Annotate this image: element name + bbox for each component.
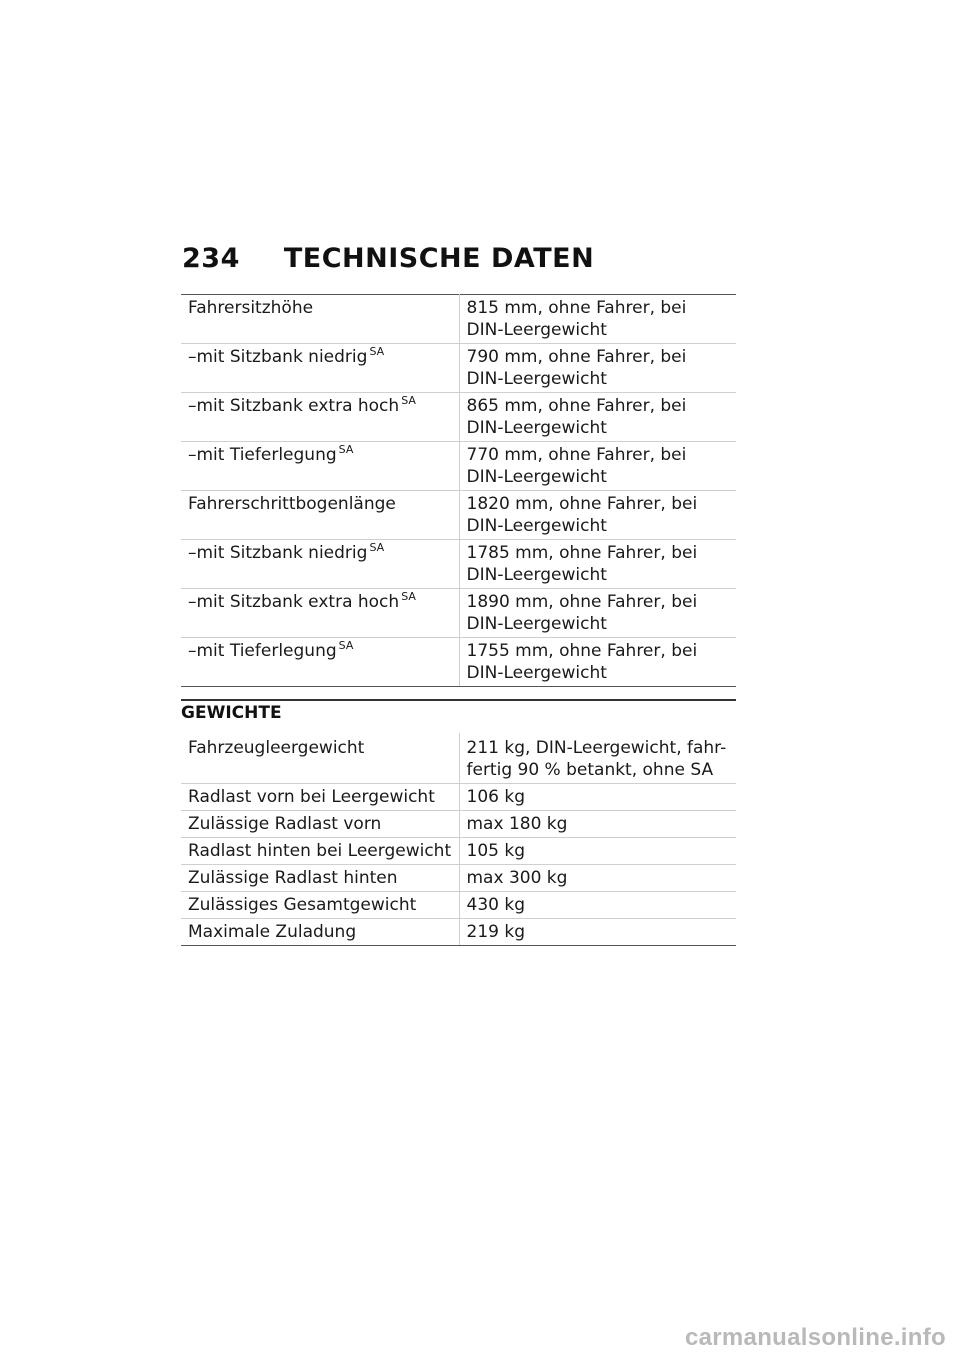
weight-label: Zulässiges Gesamtgewicht xyxy=(188,895,417,915)
spec-value-cell xyxy=(459,540,736,589)
table-row xyxy=(181,838,736,865)
weight-label: Radlast vorn bei Leergewicht xyxy=(188,787,435,807)
watermark: carmanualsonline.info xyxy=(684,1324,946,1351)
spec-value-cell xyxy=(459,638,736,687)
spec-value-continued: DIN-Leergewicht xyxy=(466,418,607,438)
spec-value-continued: DIN-Leergewicht xyxy=(466,614,607,634)
option-marker: SA xyxy=(338,443,354,456)
spec-value: 865 mm, ohne Fahrer, bei xyxy=(466,396,687,416)
spec-label-cell xyxy=(181,589,459,638)
spec-label: –mit Tieferlegung xyxy=(188,445,337,465)
option-marker: SA xyxy=(369,541,385,554)
spec-value: 1785 mm, ohne Fahrer, bei xyxy=(466,543,698,563)
table-row xyxy=(181,491,736,540)
weight-value-cell xyxy=(459,838,736,865)
spec-value: 1820 mm, ohne Fahrer, bei xyxy=(466,494,698,514)
table-row xyxy=(181,442,736,491)
spec-value: 790 mm, ohne Fahrer, bei xyxy=(466,347,687,367)
weight-label-cell xyxy=(181,919,459,946)
table-row xyxy=(181,589,736,638)
weights-table xyxy=(181,733,736,946)
table-row xyxy=(181,393,736,442)
spec-value: 815 mm, ohne Fahrer, bei xyxy=(466,298,687,318)
weight-value-cell xyxy=(459,811,736,838)
spec-value-continued: DIN-Leergewicht xyxy=(466,369,607,389)
spec-label-cell xyxy=(181,344,459,393)
spec-value: 770 mm, ohne Fahrer, bei xyxy=(466,445,687,465)
weight-value: 106 kg xyxy=(466,787,525,807)
spec-value: 1755 mm, ohne Fahrer, bei xyxy=(466,641,698,661)
weight-value-cell xyxy=(459,865,736,892)
weight-label: Maximale Zuladung xyxy=(188,922,357,942)
weight-value: 219 kg xyxy=(466,922,525,942)
spec-label-cell xyxy=(181,442,459,491)
table-row xyxy=(181,295,736,344)
spec-value-continued: DIN-Leergewicht xyxy=(466,320,607,340)
spec-label-cell xyxy=(181,491,459,540)
spec-label: –mit Sitzbank extra hoch xyxy=(188,396,400,416)
table-row xyxy=(181,638,736,687)
spec-value-cell xyxy=(459,589,736,638)
table-row xyxy=(181,865,736,892)
weight-label: Radlast hinten bei Leergewicht xyxy=(188,841,452,861)
spec-value-cell xyxy=(459,295,736,344)
spec-value-continued: DIN-Leergewicht xyxy=(466,516,607,536)
spec-value-cell xyxy=(459,442,736,491)
weight-value: 211 kg, DIN-Leergewicht, fahr- xyxy=(466,738,727,758)
spec-value-cell xyxy=(459,491,736,540)
spec-value-cell xyxy=(459,344,736,393)
weight-label-cell xyxy=(181,865,459,892)
weight-label-cell xyxy=(181,892,459,919)
spec-value: 1890 mm, ohne Fahrer, bei xyxy=(466,592,698,612)
weight-label: Zulässige Radlast vorn xyxy=(188,814,382,834)
spec-label: Fahrerschrittbogenlänge xyxy=(188,494,396,514)
table-row xyxy=(181,892,736,919)
spec-label-cell xyxy=(181,393,459,442)
dimensions-table xyxy=(181,294,736,687)
section-title-gewichte: GEWICHTE xyxy=(181,703,282,723)
option-marker: SA xyxy=(401,394,416,407)
spec-label-cell xyxy=(181,295,459,344)
weight-value-cell xyxy=(459,892,736,919)
table-row xyxy=(181,811,736,838)
spec-value-continued: DIN-Leergewicht xyxy=(466,663,607,683)
spec-label: Fahrersitzhöhe xyxy=(188,298,314,318)
spec-value-continued: DIN-Leergewicht xyxy=(466,565,607,585)
table-row xyxy=(181,733,736,784)
page-number: 234 xyxy=(182,243,240,274)
option-marker: SA xyxy=(338,639,354,652)
table-row xyxy=(181,919,736,946)
table-row xyxy=(181,784,736,811)
weight-value: 105 kg xyxy=(466,841,525,861)
option-marker: SA xyxy=(401,590,416,603)
weight-label: Fahrzeugleergewicht xyxy=(188,738,365,758)
page-header xyxy=(182,243,594,274)
weight-value: max 180 kg xyxy=(466,814,568,834)
weight-label-cell xyxy=(181,733,459,784)
weight-label-cell xyxy=(181,811,459,838)
spec-label: –mit Sitzbank niedrig xyxy=(188,543,368,563)
weight-label: Zulässige Radlast hinten xyxy=(188,868,398,888)
spec-label: –mit Sitzbank niedrig xyxy=(188,347,368,367)
weight-label-cell xyxy=(181,784,459,811)
spec-label: –mit Sitzbank extra hoch xyxy=(188,592,400,612)
spec-value-continued: DIN-Leergewicht xyxy=(466,467,607,487)
table-row xyxy=(181,540,736,589)
section-divider xyxy=(181,699,736,701)
weight-value: 430 kg xyxy=(466,895,525,915)
weight-value-cell xyxy=(459,919,736,946)
weight-value: max 300 kg xyxy=(466,868,568,888)
spec-label-cell xyxy=(181,540,459,589)
page-title: TECHNISCHE DATEN xyxy=(283,243,595,274)
spec-label-cell xyxy=(181,638,459,687)
option-marker: SA xyxy=(369,345,385,358)
spec-value-cell xyxy=(459,393,736,442)
spec-label: –mit Tieferlegung xyxy=(188,641,337,661)
table-row xyxy=(181,344,736,393)
weight-label-cell xyxy=(181,838,459,865)
weight-value-cell xyxy=(459,733,736,784)
weight-value-cell xyxy=(459,784,736,811)
weight-value-continued: fertig 90 % betankt, ohne SA xyxy=(466,760,714,780)
